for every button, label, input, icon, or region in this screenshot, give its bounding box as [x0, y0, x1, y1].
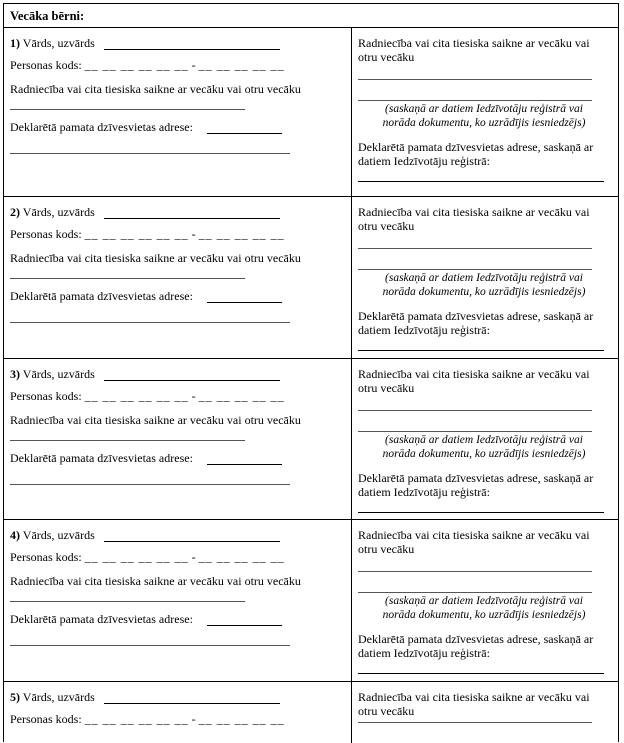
- relation-label: Radniecība vai cita tiesiska saikne ar vecāku vai otru vecāku: [10, 82, 301, 96]
- child-right-column: [358, 197, 610, 358]
- address-input-line-1[interactable]: [207, 464, 282, 465]
- personal-code-row: Personas kods: __ __ __ __ __ __ - __ __ __ __ __: [10, 712, 285, 726]
- registry-note-2: norāda dokumentu, ko uzrādījis iesniedzējs): [382, 609, 586, 621]
- personal-code-part2[interactable]: __ __ __ __ __: [198, 58, 285, 72]
- name-input-line[interactable]: [104, 380, 280, 381]
- relation-right-label-1: Radniecība vai cita tiesiska saikne ar vecāku vai: [358, 367, 590, 381]
- form-header: [4, 4, 618, 28]
- address-input-line-1[interactable]: [207, 625, 282, 626]
- registry-note-2: norāda dokumentu, ko uzrādījis iesniedzējs): [382, 117, 586, 129]
- name-label: 3) Vārds, uzvārds: [10, 367, 95, 381]
- child-right-column: [358, 28, 610, 196]
- address-input-line-2[interactable]: [10, 645, 290, 646]
- address-input-line-2[interactable]: [10, 153, 290, 154]
- personal-code-row: Personas kods: __ __ __ __ __ __ - __ __ __ __ __: [10, 227, 285, 241]
- personal-code-part2[interactable]: __ __ __ __ __: [198, 550, 285, 564]
- relation-label: Radniecība vai cita tiesiska saikne ar vecāku vai otru vecāku: [10, 413, 301, 427]
- name-label: 5) Vārds, uzvārds: [10, 690, 95, 704]
- personal-code-part2[interactable]: __ __ __ __ __: [198, 712, 285, 726]
- child-number: 5): [10, 690, 20, 704]
- address-right-label-1: Deklarētā pamata dzīvesvietas adrese, saskaņā ar: [358, 140, 594, 154]
- form-title: Vecāka bērni:: [10, 9, 85, 23]
- relation-right-label-2: otru vecāku: [358, 542, 415, 556]
- name-label: 2) Vārds, uzvārds: [10, 205, 95, 219]
- children-form: [3, 3, 619, 742]
- child-left-column: [10, 359, 344, 519]
- address-input-line-1[interactable]: [207, 302, 282, 303]
- relation-right-label-2: otru vecāku: [358, 219, 415, 233]
- child-number: 4): [10, 528, 20, 542]
- child-right-column: [358, 359, 610, 519]
- address-label: Deklarētā pamata dzīvesvietas adrese:: [10, 451, 193, 465]
- relation-right-label-1: Radniecība vai cita tiesiska saikne ar vecāku vai: [358, 36, 590, 50]
- personal-code-part1[interactable]: __ __ __ __ __ __: [84, 389, 189, 403]
- child-row: [4, 359, 618, 520]
- column-divider: [351, 197, 352, 358]
- personal-code-row: Personas kods: __ __ __ __ __ __ - __ __ __ __ __: [10, 389, 285, 403]
- relation-right-label-2: otru vecāku: [358, 704, 415, 718]
- personal-code-part1[interactable]: __ __ __ __ __ __: [84, 227, 189, 241]
- name-label: 4) Vārds, uzvārds: [10, 528, 95, 542]
- registry-note-2: norāda dokumentu, ko uzrādījis iesniedzējs): [382, 448, 586, 460]
- relation-input-line[interactable]: [10, 601, 245, 602]
- child-number: 1): [10, 36, 20, 50]
- relation-right-input-line-2[interactable]: [358, 592, 592, 593]
- relation-right-input-line-2[interactable]: [358, 100, 592, 101]
- name-input-line[interactable]: [104, 218, 280, 219]
- relation-right-input-line[interactable]: [358, 571, 592, 572]
- address-input-line-1[interactable]: [207, 133, 282, 134]
- child-number: 3): [10, 367, 20, 381]
- relation-right-input-line[interactable]: [358, 79, 592, 80]
- relation-label: Radniecība vai cita tiesiska saikne ar vecāku vai otru vecāku: [10, 574, 301, 588]
- relation-input-line[interactable]: [10, 278, 245, 279]
- name-label: 1) Vārds, uzvārds: [10, 36, 95, 50]
- address-label: Deklarētā pamata dzīvesvietas adrese:: [10, 612, 193, 626]
- relation-right-input-line[interactable]: [358, 722, 592, 723]
- column-divider: [351, 520, 352, 681]
- child-row: [4, 682, 618, 743]
- name-input-line[interactable]: [104, 541, 280, 542]
- column-divider: [351, 682, 352, 743]
- child-row: [4, 197, 618, 359]
- child-row: [4, 28, 618, 197]
- personal-code-part1[interactable]: __ __ __ __ __ __: [84, 58, 189, 72]
- child-left-column: [10, 682, 344, 743]
- relation-right-label-1: Radniecība vai cita tiesiska saikne ar vecāku vai: [358, 690, 590, 704]
- address-input-line-2[interactable]: [10, 322, 290, 323]
- column-divider: [351, 359, 352, 519]
- address-right-input-line[interactable]: [358, 350, 604, 351]
- child-right-column: [358, 520, 610, 681]
- address-label: Deklarētā pamata dzīvesvietas adrese:: [10, 289, 193, 303]
- child-number: 2): [10, 205, 20, 219]
- address-right-input-line[interactable]: [358, 512, 604, 513]
- address-right-label-2: datiem Iedzīvotāju reģistrā:: [358, 646, 490, 660]
- address-right-label-1: Deklarētā pamata dzīvesvietas adrese, saskaņā ar: [358, 632, 594, 646]
- address-right-input-line[interactable]: [358, 673, 604, 674]
- personal-code-row: Personas kods: __ __ __ __ __ __ - __ __ __ __ __: [10, 58, 285, 72]
- column-divider: [351, 28, 352, 196]
- registry-note-1: (saskaņā ar datiem Iedzīvotāju reģistrā vai: [385, 595, 583, 607]
- relation-label: Radniecība vai cita tiesiska saikne ar vecāku vai otru vecāku: [10, 251, 301, 265]
- address-right-label-2: datiem Iedzīvotāju reģistrā:: [358, 154, 490, 168]
- child-left-column: [10, 197, 344, 358]
- relation-right-input-line[interactable]: [358, 410, 592, 411]
- registry-note-1: (saskaņā ar datiem Iedzīvotāju reģistrā vai: [385, 434, 583, 446]
- registry-note-2: norāda dokumentu, ko uzrādījis iesniedzējs): [382, 286, 586, 298]
- personal-code-part1[interactable]: __ __ __ __ __ __: [84, 550, 189, 564]
- address-right-label-1: Deklarētā pamata dzīvesvietas adrese, saskaņā ar: [358, 309, 594, 323]
- personal-code-part1[interactable]: __ __ __ __ __ __: [84, 712, 189, 726]
- registry-note-1: (saskaņā ar datiem Iedzīvotāju reģistrā vai: [385, 272, 583, 284]
- child-left-column: [10, 520, 344, 681]
- relation-right-input-line-2[interactable]: [358, 431, 592, 432]
- address-right-label-2: datiem Iedzīvotāju reģistrā:: [358, 323, 490, 337]
- child-row: [4, 520, 618, 682]
- address-right-label-1: Deklarētā pamata dzīvesvietas adrese, saskaņā ar: [358, 471, 594, 485]
- child-right-column: [358, 682, 610, 743]
- relation-right-label-1: Radniecība vai cita tiesiska saikne ar vecāku vai: [358, 205, 590, 219]
- relation-input-line[interactable]: [10, 109, 245, 110]
- relation-input-line[interactable]: [10, 440, 245, 441]
- personal-code-part2[interactable]: __ __ __ __ __: [198, 227, 285, 241]
- address-label: Deklarētā pamata dzīvesvietas adrese:: [10, 120, 193, 134]
- personal-code-part2[interactable]: __ __ __ __ __: [198, 389, 285, 403]
- name-input-line[interactable]: [104, 49, 280, 50]
- relation-right-input-line-2[interactable]: [358, 269, 592, 270]
- relation-right-input-line[interactable]: [358, 248, 592, 249]
- relation-right-label-2: otru vecāku: [358, 50, 415, 64]
- child-left-column: [10, 28, 344, 196]
- personal-code-row: Personas kods: __ __ __ __ __ __ - __ __ __ __ __: [10, 550, 285, 564]
- relation-right-label-2: otru vecāku: [358, 381, 415, 395]
- registry-note-1: (saskaņā ar datiem Iedzīvotāju reģistrā vai: [385, 103, 583, 115]
- address-input-line-2[interactable]: [10, 484, 290, 485]
- address-right-label-2: datiem Iedzīvotāju reģistrā:: [358, 485, 490, 499]
- name-input-line[interactable]: [104, 703, 280, 704]
- address-right-input-line[interactable]: [358, 181, 604, 182]
- relation-right-label-1: Radniecība vai cita tiesiska saikne ar vecāku vai: [358, 528, 590, 542]
